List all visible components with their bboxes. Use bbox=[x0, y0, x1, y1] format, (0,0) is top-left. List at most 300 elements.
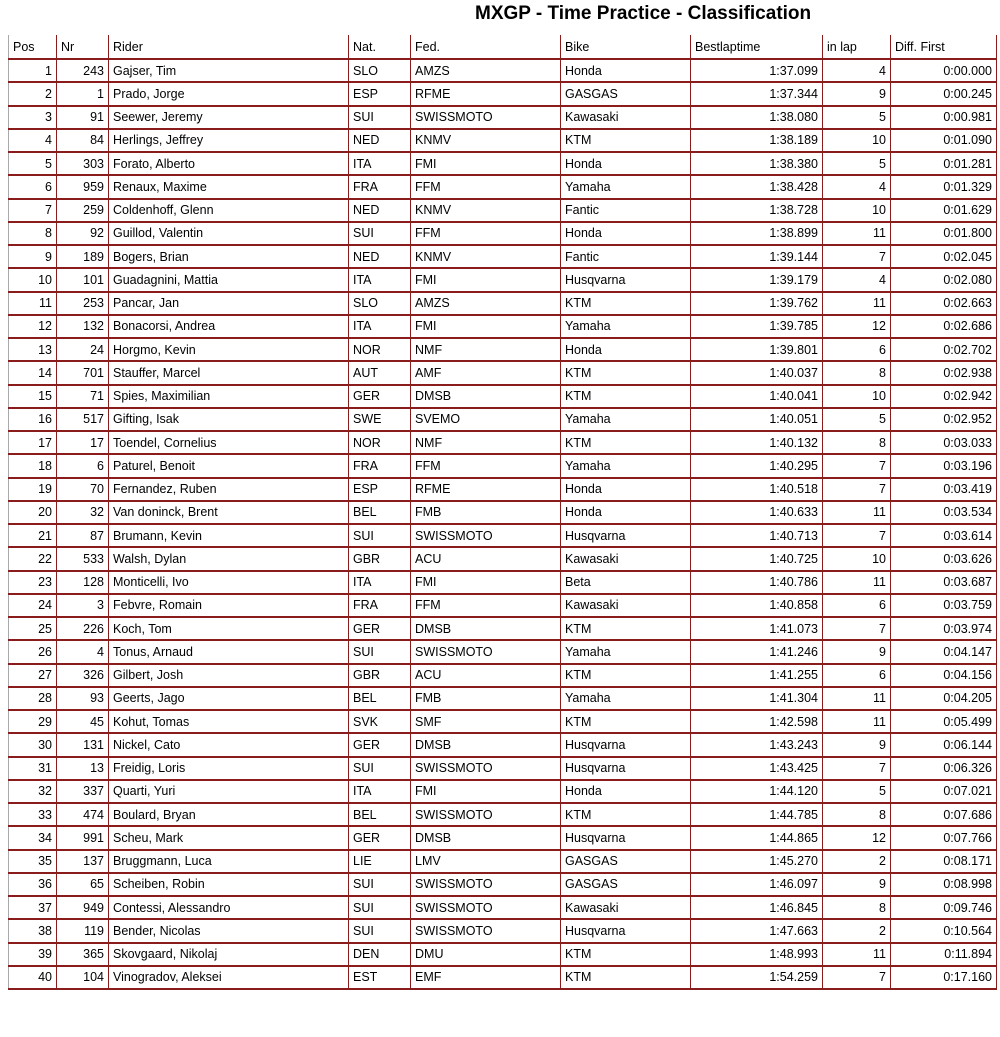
bike-cell: Yamaha bbox=[561, 408, 691, 431]
rider-cell: Spies, Maximilian bbox=[109, 385, 349, 408]
diff-first-cell: 0:01.329 bbox=[891, 175, 997, 198]
rider-cell: Koch, Tom bbox=[109, 617, 349, 640]
in-lap-cell: 6 bbox=[823, 594, 891, 617]
fed-cell: SWISSMOTO bbox=[411, 873, 561, 896]
nat-cell: SUI bbox=[349, 896, 411, 919]
nat-cell: SUI bbox=[349, 640, 411, 663]
bestlaptime-cell: 1:40.037 bbox=[691, 361, 823, 384]
nat-cell: FRA bbox=[349, 175, 411, 198]
fed-cell: FMI bbox=[411, 571, 561, 594]
nat-cell: EST bbox=[349, 966, 411, 989]
nr-cell: 991 bbox=[57, 826, 109, 849]
fed-cell: SWISSMOTO bbox=[411, 919, 561, 942]
nat-cell: GER bbox=[349, 617, 411, 640]
pos-cell: 27 bbox=[9, 664, 57, 687]
table-row bbox=[9, 757, 997, 780]
bike-cell: Husqvarna bbox=[561, 757, 691, 780]
diff-first-cell: 0:11.894 bbox=[891, 943, 997, 966]
bestlaptime-cell: 1:39.801 bbox=[691, 338, 823, 361]
bestlaptime-cell: 1:38.428 bbox=[691, 175, 823, 198]
bestlaptime-cell: 1:40.041 bbox=[691, 385, 823, 408]
nr-cell: 65 bbox=[57, 873, 109, 896]
in-lap-cell: 11 bbox=[823, 501, 891, 524]
rider-cell: Fernandez, Ruben bbox=[109, 478, 349, 501]
rider-cell: Pancar, Jan bbox=[109, 292, 349, 315]
in-lap-cell: 7 bbox=[823, 757, 891, 780]
bestlaptime-cell: 1:39.785 bbox=[691, 315, 823, 338]
pos-cell: 7 bbox=[9, 199, 57, 222]
pos-cell: 18 bbox=[9, 454, 57, 477]
in-lap-cell: 8 bbox=[823, 896, 891, 919]
fed-cell: FMI bbox=[411, 268, 561, 291]
in-lap-cell: 10 bbox=[823, 547, 891, 570]
diff-first-cell: 0:02.686 bbox=[891, 315, 997, 338]
table-row bbox=[9, 129, 997, 152]
pos-cell: 22 bbox=[9, 547, 57, 570]
table-row bbox=[9, 478, 997, 501]
bike-cell: Beta bbox=[561, 571, 691, 594]
nr-cell: 326 bbox=[57, 664, 109, 687]
rider-cell: Coldenhoff, Glenn bbox=[109, 199, 349, 222]
table-row bbox=[9, 873, 997, 896]
bike-cell: Husqvarna bbox=[561, 826, 691, 849]
pos-cell: 35 bbox=[9, 850, 57, 873]
pos-cell: 24 bbox=[9, 594, 57, 617]
bestlaptime-cell: 1:40.518 bbox=[691, 478, 823, 501]
rider-cell: Toendel, Cornelius bbox=[109, 431, 349, 454]
bike-cell: Kawasaki bbox=[561, 896, 691, 919]
rider-cell: Gilbert, Josh bbox=[109, 664, 349, 687]
bike-cell: Yamaha bbox=[561, 175, 691, 198]
nat-cell: ITA bbox=[349, 152, 411, 175]
bike-cell: KTM bbox=[561, 292, 691, 315]
diff-first-cell: 0:04.205 bbox=[891, 687, 997, 710]
bestlaptime-cell: 1:44.865 bbox=[691, 826, 823, 849]
bike-cell: KTM bbox=[561, 617, 691, 640]
in-lap-cell: 10 bbox=[823, 385, 891, 408]
in-lap-cell: 9 bbox=[823, 640, 891, 663]
bike-cell: Honda bbox=[561, 501, 691, 524]
nr-cell: 137 bbox=[57, 850, 109, 873]
pos-cell: 12 bbox=[9, 315, 57, 338]
nr-cell: 243 bbox=[57, 59, 109, 82]
bike-cell: GASGAS bbox=[561, 850, 691, 873]
table-row bbox=[9, 292, 997, 315]
nr-cell: 189 bbox=[57, 245, 109, 268]
bike-cell: Yamaha bbox=[561, 687, 691, 710]
diff-first-cell: 0:02.938 bbox=[891, 361, 997, 384]
in-lap-cell: 11 bbox=[823, 222, 891, 245]
in-lap-cell: 11 bbox=[823, 687, 891, 710]
nat-cell: ITA bbox=[349, 268, 411, 291]
table-row bbox=[9, 640, 997, 663]
bestlaptime-cell: 1:38.728 bbox=[691, 199, 823, 222]
fed-cell: FMI bbox=[411, 780, 561, 803]
table-row bbox=[9, 222, 997, 245]
bike-cell: Fantic bbox=[561, 245, 691, 268]
fed-cell: FMI bbox=[411, 152, 561, 175]
nat-cell: LIE bbox=[349, 850, 411, 873]
bestlaptime-cell: 1:38.189 bbox=[691, 129, 823, 152]
in-lap-cell: 8 bbox=[823, 431, 891, 454]
nr-cell: 24 bbox=[57, 338, 109, 361]
diff-first-cell: 0:03.974 bbox=[891, 617, 997, 640]
bestlaptime-cell: 1:48.993 bbox=[691, 943, 823, 966]
bike-cell: Husqvarna bbox=[561, 268, 691, 291]
bike-cell: GASGAS bbox=[561, 873, 691, 896]
rider-cell: Gajser, Tim bbox=[109, 59, 349, 82]
bestlaptime-cell: 1:44.785 bbox=[691, 803, 823, 826]
bike-cell: Husqvarna bbox=[561, 524, 691, 547]
bike-cell: KTM bbox=[561, 361, 691, 384]
bike-cell: KTM bbox=[561, 385, 691, 408]
pos-cell: 4 bbox=[9, 129, 57, 152]
fed-cell: RFME bbox=[411, 478, 561, 501]
table-row bbox=[9, 361, 997, 384]
bike-cell: KTM bbox=[561, 431, 691, 454]
rider-cell: Nickel, Cato bbox=[109, 733, 349, 756]
table-row bbox=[9, 385, 997, 408]
diff-first-cell: 0:05.499 bbox=[891, 710, 997, 733]
nat-cell: BEL bbox=[349, 501, 411, 524]
diff-first-cell: 0:07.021 bbox=[891, 780, 997, 803]
table-row bbox=[9, 896, 997, 919]
pos-cell: 10 bbox=[9, 268, 57, 291]
fed-cell: ACU bbox=[411, 547, 561, 570]
table-row bbox=[9, 850, 997, 873]
diff-first-cell: 0:03.196 bbox=[891, 454, 997, 477]
bike-cell: Yamaha bbox=[561, 454, 691, 477]
table-row bbox=[9, 59, 997, 82]
pos-cell: 28 bbox=[9, 687, 57, 710]
nr-cell: 93 bbox=[57, 687, 109, 710]
pos-cell: 3 bbox=[9, 106, 57, 129]
pos-cell: 16 bbox=[9, 408, 57, 431]
fed-cell: SWISSMOTO bbox=[411, 896, 561, 919]
bike-cell: Honda bbox=[561, 152, 691, 175]
fed-cell: ACU bbox=[411, 664, 561, 687]
rider-cell: Bruggmann, Luca bbox=[109, 850, 349, 873]
fed-cell: DMSB bbox=[411, 617, 561, 640]
nr-cell: 253 bbox=[57, 292, 109, 315]
pos-cell: 20 bbox=[9, 501, 57, 524]
bestlaptime-cell: 1:43.243 bbox=[691, 733, 823, 756]
fed-cell: FFM bbox=[411, 175, 561, 198]
rider-cell: Vinogradov, Aleksei bbox=[109, 966, 349, 989]
header-in-lap: in lap bbox=[823, 35, 891, 59]
rider-cell: Monticelli, Ivo bbox=[109, 571, 349, 594]
in-lap-cell: 9 bbox=[823, 733, 891, 756]
bike-cell: Yamaha bbox=[561, 640, 691, 663]
nat-cell: SWE bbox=[349, 408, 411, 431]
nat-cell: GER bbox=[349, 385, 411, 408]
pos-cell: 36 bbox=[9, 873, 57, 896]
bike-cell: Kawasaki bbox=[561, 547, 691, 570]
in-lap-cell: 2 bbox=[823, 919, 891, 942]
fed-cell: FMB bbox=[411, 687, 561, 710]
nr-cell: 128 bbox=[57, 571, 109, 594]
pos-cell: 5 bbox=[9, 152, 57, 175]
nr-cell: 70 bbox=[57, 478, 109, 501]
pos-cell: 25 bbox=[9, 617, 57, 640]
nat-cell: BEL bbox=[349, 687, 411, 710]
nat-cell: SLO bbox=[349, 59, 411, 82]
table-row bbox=[9, 431, 997, 454]
rider-cell: Scheu, Mark bbox=[109, 826, 349, 849]
table-row bbox=[9, 199, 997, 222]
fed-cell: FFM bbox=[411, 222, 561, 245]
nr-cell: 13 bbox=[57, 757, 109, 780]
diff-first-cell: 0:06.144 bbox=[891, 733, 997, 756]
diff-first-cell: 0:04.156 bbox=[891, 664, 997, 687]
nat-cell: NED bbox=[349, 199, 411, 222]
table-row bbox=[9, 733, 997, 756]
bike-cell: KTM bbox=[561, 803, 691, 826]
fed-cell: EMF bbox=[411, 966, 561, 989]
diff-first-cell: 0:04.147 bbox=[891, 640, 997, 663]
nat-cell: FRA bbox=[349, 594, 411, 617]
bestlaptime-cell: 1:39.762 bbox=[691, 292, 823, 315]
diff-first-cell: 0:00.981 bbox=[891, 106, 997, 129]
bike-cell: Kawasaki bbox=[561, 594, 691, 617]
in-lap-cell: 9 bbox=[823, 873, 891, 896]
bestlaptime-cell: 1:47.663 bbox=[691, 919, 823, 942]
fed-cell: NMF bbox=[411, 338, 561, 361]
diff-first-cell: 0:08.171 bbox=[891, 850, 997, 873]
bike-cell: KTM bbox=[561, 966, 691, 989]
nr-cell: 131 bbox=[57, 733, 109, 756]
bestlaptime-cell: 1:46.097 bbox=[691, 873, 823, 896]
header-fed: Fed. bbox=[411, 35, 561, 59]
nat-cell: NED bbox=[349, 129, 411, 152]
header-bestlaptime: Bestlaptime bbox=[691, 35, 823, 59]
nr-cell: 71 bbox=[57, 385, 109, 408]
nat-cell: GBR bbox=[349, 547, 411, 570]
pos-cell: 34 bbox=[9, 826, 57, 849]
table-row bbox=[9, 710, 997, 733]
fed-cell: NMF bbox=[411, 431, 561, 454]
header-row bbox=[9, 35, 997, 59]
diff-first-cell: 0:01.090 bbox=[891, 129, 997, 152]
rider-cell: Brumann, Kevin bbox=[109, 524, 349, 547]
in-lap-cell: 7 bbox=[823, 617, 891, 640]
fed-cell: SVEMO bbox=[411, 408, 561, 431]
table-row bbox=[9, 966, 997, 989]
diff-first-cell: 0:02.942 bbox=[891, 385, 997, 408]
bestlaptime-cell: 1:40.713 bbox=[691, 524, 823, 547]
nat-cell: SUI bbox=[349, 757, 411, 780]
rider-cell: Stauffer, Marcel bbox=[109, 361, 349, 384]
pos-cell: 23 bbox=[9, 571, 57, 594]
rider-cell: Boulard, Bryan bbox=[109, 803, 349, 826]
in-lap-cell: 11 bbox=[823, 571, 891, 594]
nat-cell: ITA bbox=[349, 571, 411, 594]
bestlaptime-cell: 1:46.845 bbox=[691, 896, 823, 919]
in-lap-cell: 12 bbox=[823, 826, 891, 849]
table-row bbox=[9, 245, 997, 268]
in-lap-cell: 6 bbox=[823, 338, 891, 361]
in-lap-cell: 11 bbox=[823, 292, 891, 315]
diff-first-cell: 0:02.080 bbox=[891, 268, 997, 291]
fed-cell: AMZS bbox=[411, 59, 561, 82]
diff-first-cell: 0:07.686 bbox=[891, 803, 997, 826]
table-row bbox=[9, 408, 997, 431]
pos-cell: 39 bbox=[9, 943, 57, 966]
pos-cell: 32 bbox=[9, 780, 57, 803]
table-row bbox=[9, 454, 997, 477]
table-row bbox=[9, 338, 997, 361]
bestlaptime-cell: 1:40.633 bbox=[691, 501, 823, 524]
nat-cell: NED bbox=[349, 245, 411, 268]
in-lap-cell: 6 bbox=[823, 664, 891, 687]
table-row bbox=[9, 803, 997, 826]
table-row bbox=[9, 943, 997, 966]
in-lap-cell: 7 bbox=[823, 245, 891, 268]
bestlaptime-cell: 1:41.246 bbox=[691, 640, 823, 663]
table-row bbox=[9, 780, 997, 803]
fed-cell: SWISSMOTO bbox=[411, 640, 561, 663]
bike-cell: Honda bbox=[561, 780, 691, 803]
pos-cell: 2 bbox=[9, 82, 57, 105]
in-lap-cell: 12 bbox=[823, 315, 891, 338]
nat-cell: SLO bbox=[349, 292, 411, 315]
fed-cell: DMSB bbox=[411, 385, 561, 408]
bestlaptime-cell: 1:41.255 bbox=[691, 664, 823, 687]
in-lap-cell: 11 bbox=[823, 943, 891, 966]
in-lap-cell: 7 bbox=[823, 966, 891, 989]
nr-cell: 132 bbox=[57, 315, 109, 338]
in-lap-cell: 5 bbox=[823, 106, 891, 129]
nr-cell: 959 bbox=[57, 175, 109, 198]
pos-cell: 14 bbox=[9, 361, 57, 384]
bestlaptime-cell: 1:40.786 bbox=[691, 571, 823, 594]
nr-cell: 226 bbox=[57, 617, 109, 640]
fed-cell: KNMV bbox=[411, 129, 561, 152]
rider-cell: Bender, Nicolas bbox=[109, 919, 349, 942]
pos-cell: 29 bbox=[9, 710, 57, 733]
pos-cell: 30 bbox=[9, 733, 57, 756]
nat-cell: SUI bbox=[349, 106, 411, 129]
rider-cell: Febvre, Romain bbox=[109, 594, 349, 617]
rider-cell: Quarti, Yuri bbox=[109, 780, 349, 803]
in-lap-cell: 4 bbox=[823, 268, 891, 291]
in-lap-cell: 8 bbox=[823, 803, 891, 826]
nat-cell: ITA bbox=[349, 780, 411, 803]
nr-cell: 104 bbox=[57, 966, 109, 989]
bestlaptime-cell: 1:45.270 bbox=[691, 850, 823, 873]
table-row bbox=[9, 501, 997, 524]
header-rider: Rider bbox=[109, 35, 349, 59]
in-lap-cell: 7 bbox=[823, 454, 891, 477]
diff-first-cell: 0:01.629 bbox=[891, 199, 997, 222]
bike-cell: KTM bbox=[561, 664, 691, 687]
rider-cell: Gifting, Isak bbox=[109, 408, 349, 431]
bestlaptime-cell: 1:40.858 bbox=[691, 594, 823, 617]
table-row bbox=[9, 547, 997, 570]
bestlaptime-cell: 1:40.132 bbox=[691, 431, 823, 454]
classification-table bbox=[8, 35, 997, 990]
nr-cell: 4 bbox=[57, 640, 109, 663]
bike-cell: Honda bbox=[561, 59, 691, 82]
header-nr: Nr bbox=[57, 35, 109, 59]
nat-cell: GBR bbox=[349, 664, 411, 687]
bike-cell: KTM bbox=[561, 129, 691, 152]
rider-cell: Van doninck, Brent bbox=[109, 501, 349, 524]
rider-cell: Guadagnini, Mattia bbox=[109, 268, 349, 291]
table-row bbox=[9, 571, 997, 594]
pos-cell: 8 bbox=[9, 222, 57, 245]
fed-cell: KNMV bbox=[411, 199, 561, 222]
rider-cell: Prado, Jorge bbox=[109, 82, 349, 105]
nr-cell: 365 bbox=[57, 943, 109, 966]
rider-cell: Tonus, Arnaud bbox=[109, 640, 349, 663]
diff-first-cell: 0:03.687 bbox=[891, 571, 997, 594]
table-row bbox=[9, 82, 997, 105]
table-row bbox=[9, 175, 997, 198]
fed-cell: SMF bbox=[411, 710, 561, 733]
in-lap-cell: 5 bbox=[823, 152, 891, 175]
fed-cell: DMSB bbox=[411, 733, 561, 756]
fed-cell: FMB bbox=[411, 501, 561, 524]
nat-cell: SUI bbox=[349, 919, 411, 942]
table-body bbox=[9, 59, 997, 989]
rider-cell: Skovgaard, Nikolaj bbox=[109, 943, 349, 966]
bike-cell: Honda bbox=[561, 478, 691, 501]
nr-cell: 3 bbox=[57, 594, 109, 617]
diff-first-cell: 0:10.564 bbox=[891, 919, 997, 942]
rider-cell: Guillod, Valentin bbox=[109, 222, 349, 245]
bestlaptime-cell: 1:41.304 bbox=[691, 687, 823, 710]
bike-cell: Husqvarna bbox=[561, 733, 691, 756]
in-lap-cell: 10 bbox=[823, 199, 891, 222]
header-bike: Bike bbox=[561, 35, 691, 59]
fed-cell: AMZS bbox=[411, 292, 561, 315]
pos-cell: 38 bbox=[9, 919, 57, 942]
nr-cell: 701 bbox=[57, 361, 109, 384]
rider-cell: Horgmo, Kevin bbox=[109, 338, 349, 361]
diff-first-cell: 0:02.952 bbox=[891, 408, 997, 431]
in-lap-cell: 2 bbox=[823, 850, 891, 873]
bestlaptime-cell: 1:38.080 bbox=[691, 106, 823, 129]
nat-cell: SUI bbox=[349, 524, 411, 547]
nat-cell: ESP bbox=[349, 478, 411, 501]
table-row bbox=[9, 106, 997, 129]
bike-cell: Fantic bbox=[561, 199, 691, 222]
table-row bbox=[9, 664, 997, 687]
fed-cell: KNMV bbox=[411, 245, 561, 268]
rider-cell: Walsh, Dylan bbox=[109, 547, 349, 570]
rider-cell: Freidig, Loris bbox=[109, 757, 349, 780]
fed-cell: DMSB bbox=[411, 826, 561, 849]
header-diff-first: Diff. First bbox=[891, 35, 997, 59]
table-row bbox=[9, 152, 997, 175]
rider-cell: Contessi, Alessandro bbox=[109, 896, 349, 919]
nr-cell: 32 bbox=[57, 501, 109, 524]
nat-cell: NOR bbox=[349, 338, 411, 361]
nr-cell: 101 bbox=[57, 268, 109, 291]
nr-cell: 517 bbox=[57, 408, 109, 431]
bestlaptime-cell: 1:37.099 bbox=[691, 59, 823, 82]
fed-cell: LMV bbox=[411, 850, 561, 873]
in-lap-cell: 8 bbox=[823, 361, 891, 384]
table-row bbox=[9, 594, 997, 617]
rider-cell: Scheiben, Robin bbox=[109, 873, 349, 896]
diff-first-cell: 0:03.534 bbox=[891, 501, 997, 524]
fed-cell: DMU bbox=[411, 943, 561, 966]
nr-cell: 303 bbox=[57, 152, 109, 175]
nr-cell: 6 bbox=[57, 454, 109, 477]
table-row bbox=[9, 617, 997, 640]
